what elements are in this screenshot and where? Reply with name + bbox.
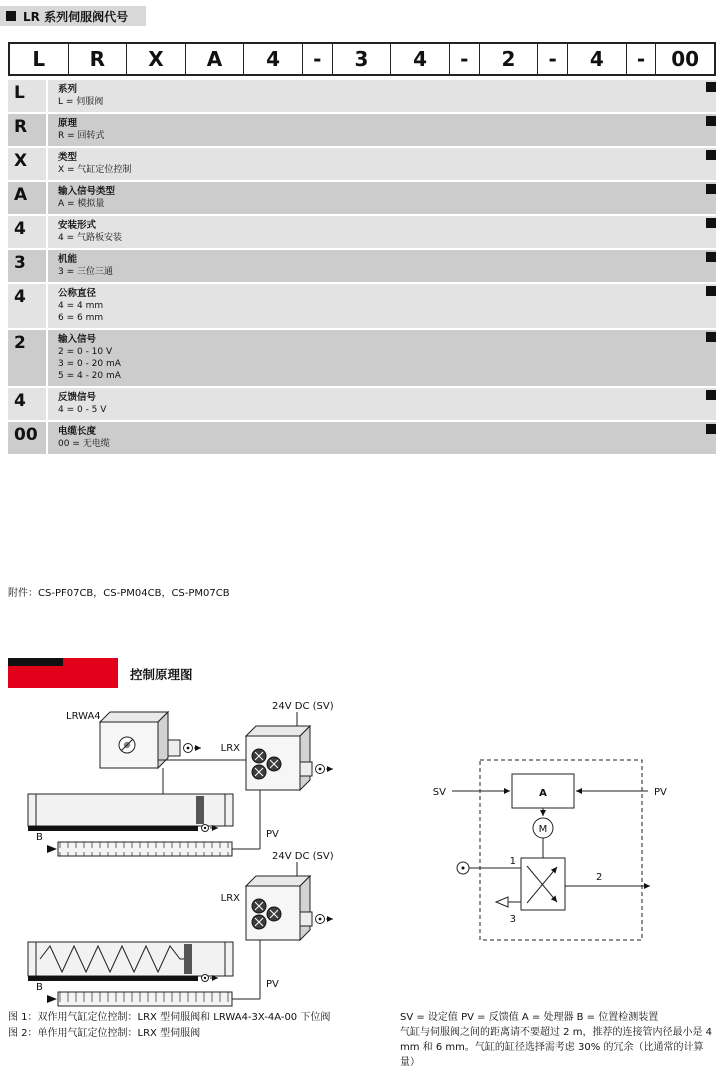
row-title: 系列 — [58, 84, 78, 95]
lrx-valve-fig1 — [246, 712, 333, 790]
row-marker-square — [706, 116, 716, 126]
row-value: A = 模拟量 — [58, 199, 105, 209]
row-code: X — [8, 148, 48, 180]
order-code-cell: L — [32, 47, 46, 71]
row-value: 3 = 0 - 20 mA — [58, 359, 121, 369]
row-marker-square — [706, 424, 716, 434]
label-b-2: B — [36, 982, 43, 993]
row-marker-square — [706, 82, 716, 92]
order-code-cell: 4 — [567, 44, 626, 74]
row-code: 3 — [8, 250, 48, 282]
order-code-cell: A — [185, 44, 244, 74]
order-code-cell: 4 — [390, 44, 449, 74]
row-value: 4 = 0 - 5 V — [58, 405, 107, 415]
section-title: 控制原理图 — [130, 667, 193, 682]
code-row-type — [8, 148, 716, 180]
order-code-cell: 00 — [655, 44, 714, 74]
block-diagram — [452, 760, 650, 940]
control-principle-diagram — [0, 696, 724, 1008]
label-port-2: 2 — [596, 872, 603, 883]
row-code: 00 — [8, 422, 48, 454]
row-value: R = 回转式 — [58, 131, 105, 141]
page-title-bar — [0, 6, 146, 26]
code-row-cable — [8, 422, 716, 454]
caption-fig2: 图 2：单作用气缸定位控制：LRX 型伺服阀 — [8, 1028, 201, 1039]
row-title: 安装形式 — [58, 220, 97, 231]
order-code-cell: 2 — [479, 44, 538, 74]
red-flag — [8, 658, 118, 688]
row-title: 公称直径 — [58, 288, 97, 299]
row-title: 输入信号 — [58, 334, 97, 345]
code-row-principle — [8, 114, 716, 146]
lrx-valve-fig2 — [246, 862, 333, 940]
figure-captions — [8, 1010, 390, 1042]
code-row-mounting — [8, 216, 716, 248]
row-value: 00 = 无电缆 — [58, 439, 110, 449]
row-marker-square — [706, 218, 716, 228]
row-value: 4 = 4 mm — [58, 301, 104, 311]
row-title: 机能 — [58, 254, 78, 265]
row-code: A — [8, 182, 48, 214]
row-marker-square — [706, 332, 716, 342]
label-pv-1: PV — [266, 829, 279, 840]
bullet-square-icon — [6, 11, 16, 21]
row-marker-square — [706, 390, 716, 400]
order-code-cell: R — [68, 44, 127, 74]
row-title: 电缆长度 — [58, 426, 97, 437]
note-line: 气缸与伺服阀之间的距离请不要超过 2 m，推荐的连接管内径最小是 4 mm 和 6 mm。气缸的缸径选择需考虑 30% 的冗余（比通常的计算量） — [400, 1027, 713, 1068]
label-lrx-2: LRX — [220, 893, 240, 904]
label-b-1: B — [36, 832, 43, 843]
code-row-signal-type — [8, 182, 716, 214]
label-motor-m: M — [538, 824, 548, 835]
row-code: L — [8, 80, 48, 112]
row-value: 4 = 气路板安装 — [58, 233, 122, 243]
order-code-dash: - — [449, 44, 479, 74]
row-title: 输入信号类型 — [58, 186, 116, 197]
row-marker-square — [706, 184, 716, 194]
code-row-input-signal — [8, 330, 716, 386]
code-explanation-table — [8, 80, 716, 456]
row-value: 3 = 三位三通 — [58, 267, 113, 277]
order-code-row — [8, 42, 716, 76]
order-code-cell: X — [126, 44, 185, 74]
row-code: R — [8, 114, 48, 146]
row-marker-square — [706, 286, 716, 296]
label-port-1: 1 — [509, 856, 516, 867]
label-lrwa4: LRWA4 — [66, 711, 101, 722]
row-value: L = 伺服阀 — [58, 97, 104, 107]
row-value: 6 = 6 mm — [58, 313, 104, 323]
label-pv-2: PV — [266, 979, 279, 990]
code-row-function — [8, 250, 716, 282]
label-processor-a: A — [539, 788, 547, 799]
row-marker-square — [706, 252, 716, 262]
row-code: 4 — [8, 284, 48, 328]
caption-fig1: 图 1：双作用气缸定位控制：LRX 型伺服阀和 LRWA4-3X-4A-00 下位阀 — [8, 1012, 331, 1023]
order-code-dash: - — [537, 44, 567, 74]
row-value: X = 气缸定位控制 — [58, 165, 132, 175]
row-title: 类型 — [58, 152, 78, 163]
label-supply-1: 24V DC (SV) — [272, 701, 334, 712]
order-code-dash: - — [626, 44, 656, 74]
row-title: 原理 — [58, 118, 78, 129]
row-code: 4 — [8, 216, 48, 248]
row-code: 4 — [8, 388, 48, 420]
row-marker-square — [706, 150, 716, 160]
row-title: 反馈信号 — [58, 392, 97, 403]
section-banner — [8, 658, 716, 688]
label-pv-block: PV — [654, 787, 667, 798]
legend-notes — [400, 1010, 716, 1070]
label-sv: SV — [432, 787, 446, 798]
accessories-note: 附件：CS-PF07CB，CS-PM04CB，CS-PM07CB — [8, 588, 230, 599]
flag-black-strip — [8, 658, 63, 666]
code-row-feedback — [8, 388, 716, 420]
code-row-diameter — [8, 284, 716, 328]
legend-line: SV = 设定值 PV = 反馈值 A = 处理器 B = 位置检测装置 — [400, 1012, 659, 1023]
label-supply-2: 24V DC (SV) — [272, 851, 334, 862]
page-title: LR 系列伺服阀代号 — [23, 9, 129, 24]
row-value: 5 = 4 - 20 mA — [58, 371, 121, 381]
row-code: 2 — [8, 330, 48, 386]
order-code-cell: 4 — [243, 44, 302, 74]
label-lrx-1: LRX — [220, 743, 240, 754]
order-code-cell: 3 — [332, 44, 391, 74]
cylinder-single-acting — [28, 942, 233, 982]
label-port-3: 3 — [509, 914, 516, 925]
cylinder-double-acting — [28, 794, 233, 832]
code-row-series — [8, 80, 716, 112]
order-code-dash: - — [302, 44, 332, 74]
row-value: 2 = 0 - 10 V — [58, 347, 113, 357]
